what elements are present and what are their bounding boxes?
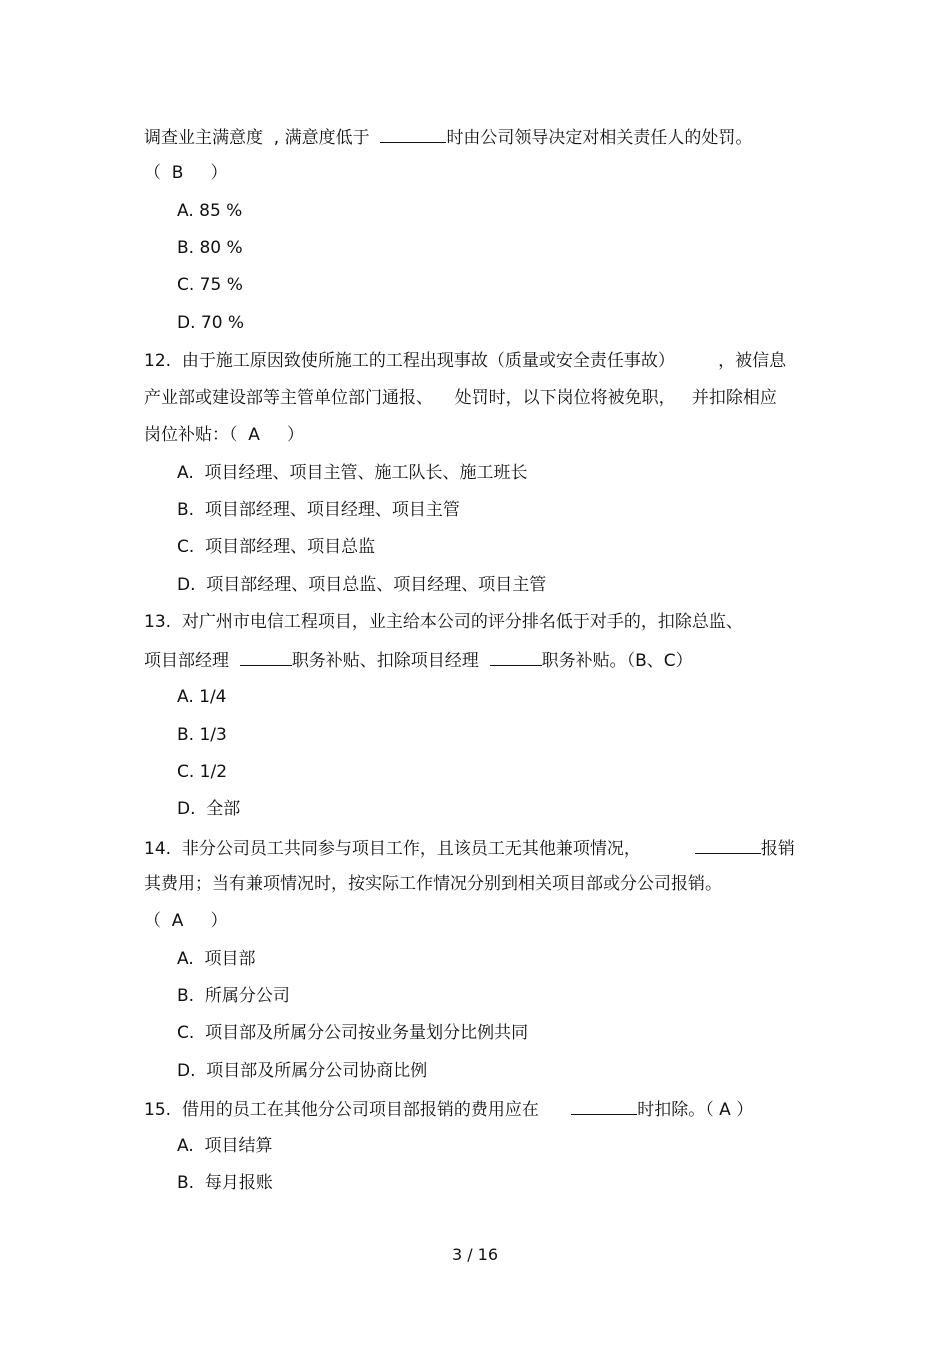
answer-blank xyxy=(695,836,761,854)
question-12-line-2: 产业部或建设部等主管单位部门通报、 处罚时，以下岗位将被免职， 并扣除相应 xyxy=(144,388,777,408)
option-a: A. 1/4 xyxy=(177,687,227,707)
option-b: B. 1/3 xyxy=(177,725,227,745)
question-13-line-1: 13. 对广州市电信工程项目，业主给本公司的评分排名低于对手的，扣除总监、 xyxy=(144,612,743,632)
question-12-line-1: 12. 由于施工原因致使所施工的工程出现事故（质量或安全责任事故） ，被信息 xyxy=(144,351,787,371)
option-c: C. 项目部及所属分公司按业务量划分比例共同 xyxy=(177,1023,529,1043)
answer-blank xyxy=(240,648,292,666)
option-d: D. 70 % xyxy=(177,313,245,333)
answer-blank xyxy=(571,1097,637,1115)
question-12-line-3: 岗位补贴：（ A ） xyxy=(144,425,304,445)
page-number: 3 / 16 xyxy=(451,1245,499,1264)
option-b: B. 每月报账 xyxy=(177,1173,273,1193)
answer-blank xyxy=(490,648,542,666)
option-a: A. 85 % xyxy=(177,201,243,221)
question-14-answer: （ A ） xyxy=(144,911,228,931)
option-a: A. 项目部 xyxy=(177,949,256,969)
question-14-line-1: 14. 非分公司员工共同参与项目工作，且该员工无其他兼项情况， 报销 xyxy=(144,836,795,860)
option-c: C. 1/2 xyxy=(177,762,228,782)
question-15-line-1: 15. 借用的员工在其他分公司项目部报销的费用应在 时扣除。（ A ） xyxy=(144,1097,753,1121)
option-a: A. 项目结算 xyxy=(177,1136,273,1156)
option-a: A. 项目经理、项目主管、施工队长、施工班长 xyxy=(177,463,528,483)
option-b: B. 所属分公司 xyxy=(177,986,290,1006)
question-11-line-1: 调查业主满意度 , 满意度低于 时由公司领导决定对相关责任人的处罚。 xyxy=(144,125,752,149)
option-b: B. 项目部经理、项目经理、项目主管 xyxy=(177,500,460,520)
option-c: C. 75 % xyxy=(177,275,243,295)
answer-blank xyxy=(380,125,446,143)
option-d: D. 项目部经理、项目总监、项目经理、项目主管 xyxy=(177,575,547,595)
option-c: C. 项目部经理、项目总监 xyxy=(177,537,376,557)
option-d: D. 全部 xyxy=(177,799,241,819)
question-11-answer: （ B ） xyxy=(144,163,228,183)
option-b: B. 80 % xyxy=(177,238,243,258)
option-d: D. 项目部及所属分公司协商比例 xyxy=(177,1061,428,1081)
question-13-line-2: 项目部经理 职务补贴、扣除项目经理 职务补贴。（B、C） xyxy=(144,648,693,672)
question-14-line-2: 其费用；当有兼项情况时，按实际工作情况分别到相关项目部或分公司报销。 xyxy=(144,874,722,894)
